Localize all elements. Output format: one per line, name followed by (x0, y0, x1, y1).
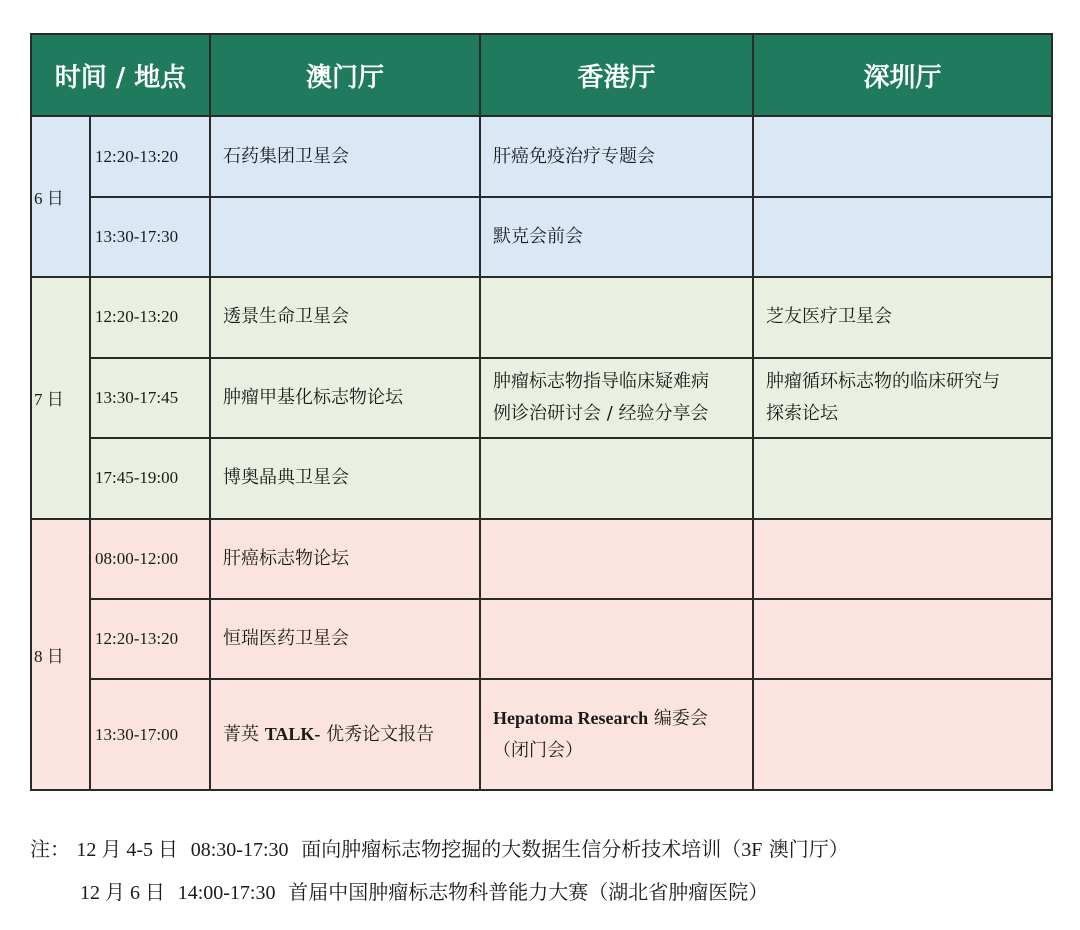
shenzhen-event (753, 358, 1052, 438)
note-time: 14:00-17:30 (177, 882, 276, 904)
hongkong-event (480, 358, 753, 438)
header-hongkong: 香港厅 (480, 34, 753, 116)
header-macau: 澳门厅 (210, 34, 480, 116)
table-row (31, 679, 1052, 790)
event-line: 例诊治研讨会 / 经验分享会 (493, 402, 709, 424)
table-row (31, 438, 1052, 518)
header-row (31, 34, 1052, 116)
hongkong-event: 肝癌免疫治疗专题会 (480, 116, 753, 196)
macau-event: 透景生命卫星会 (210, 277, 480, 357)
event-text: 编委会 (653, 708, 708, 730)
event-line: （闭门会） (493, 740, 584, 762)
shenzhen-event (753, 599, 1052, 679)
note-time: 08:30-17:30 (190, 839, 289, 861)
note-date: 12 月 4-5 日 (76, 839, 179, 861)
shenzhen-event (753, 679, 1052, 790)
time-cell: 17:45-19:00 (90, 438, 210, 518)
table-row (31, 358, 1052, 438)
header-time-location: 时间 / 地点 (31, 34, 210, 116)
shenzhen-event (753, 438, 1052, 518)
shenzhen-event: 芝友医疗卫星会 (753, 277, 1052, 357)
macau-event: 肿瘤甲基化标志物论坛 (210, 358, 480, 438)
macau-event: 石药集团卫星会 (210, 116, 480, 196)
table-row (31, 519, 1052, 599)
event-line (493, 702, 752, 735)
event-text-latin: Hepatoma Research (493, 708, 649, 729)
note-date: 12 月 6 日 (80, 882, 165, 904)
hongkong-event (480, 679, 753, 790)
macau-event: 肝癌标志物论坛 (210, 519, 480, 599)
note-line-1 (30, 828, 849, 871)
day-label: 7 日 (31, 277, 90, 518)
event-text: 菁英 (223, 724, 260, 746)
schedule-table (30, 33, 1053, 791)
time-cell: 13:30-17:30 (90, 197, 210, 277)
note-floor: 3F (741, 839, 763, 861)
macau-event: 博奥晶典卫星会 (210, 438, 480, 518)
time-cell: 12:20-13:20 (90, 116, 210, 196)
note-text: 首届中国肿瘤标志物科普能力大赛（湖北省肿瘤医院） (288, 880, 769, 904)
table-row (31, 197, 1052, 277)
table-row (31, 277, 1052, 357)
event-text-latin: TALK- (264, 724, 321, 745)
macau-event (210, 197, 480, 277)
time-cell: 12:20-13:20 (90, 277, 210, 357)
time-cell: 08:00-12:00 (90, 519, 210, 599)
macau-event: 恒瑞医药卫星会 (210, 599, 480, 679)
shenzhen-event (753, 116, 1052, 196)
day-label: 8 日 (31, 519, 90, 790)
note-text: 澳门厅） (768, 837, 849, 861)
event-text: 优秀论文报告 (326, 724, 435, 746)
day-label: 6 日 (31, 116, 90, 277)
shenzhen-event (753, 197, 1052, 277)
hongkong-event (480, 519, 753, 599)
event-line: 肿瘤标志物指导临床疑难病 (493, 370, 710, 392)
hongkong-event (480, 438, 753, 518)
note-line-2 (30, 871, 849, 914)
table-row (31, 116, 1052, 196)
hongkong-event: 默克会前会 (480, 197, 753, 277)
hongkong-event (480, 599, 753, 679)
table-row (31, 599, 1052, 679)
header-shenzhen: 深圳厅 (753, 34, 1052, 116)
shenzhen-event (753, 519, 1052, 599)
time-cell: 12:20-13:20 (90, 599, 210, 679)
time-cell: 13:30-17:45 (90, 358, 210, 438)
hongkong-event (480, 277, 753, 357)
note-text: 面向肿瘤标志物挖掘的大数据生信分析技术培训（ (301, 837, 742, 861)
event-line: 探索论坛 (766, 402, 839, 424)
event-line: 肿瘤循环标志物的临床研究与 (766, 370, 1001, 392)
notes (30, 828, 849, 914)
note-prefix: 注： (30, 837, 70, 861)
time-cell: 13:30-17:00 (90, 679, 210, 790)
macau-event (210, 679, 480, 790)
